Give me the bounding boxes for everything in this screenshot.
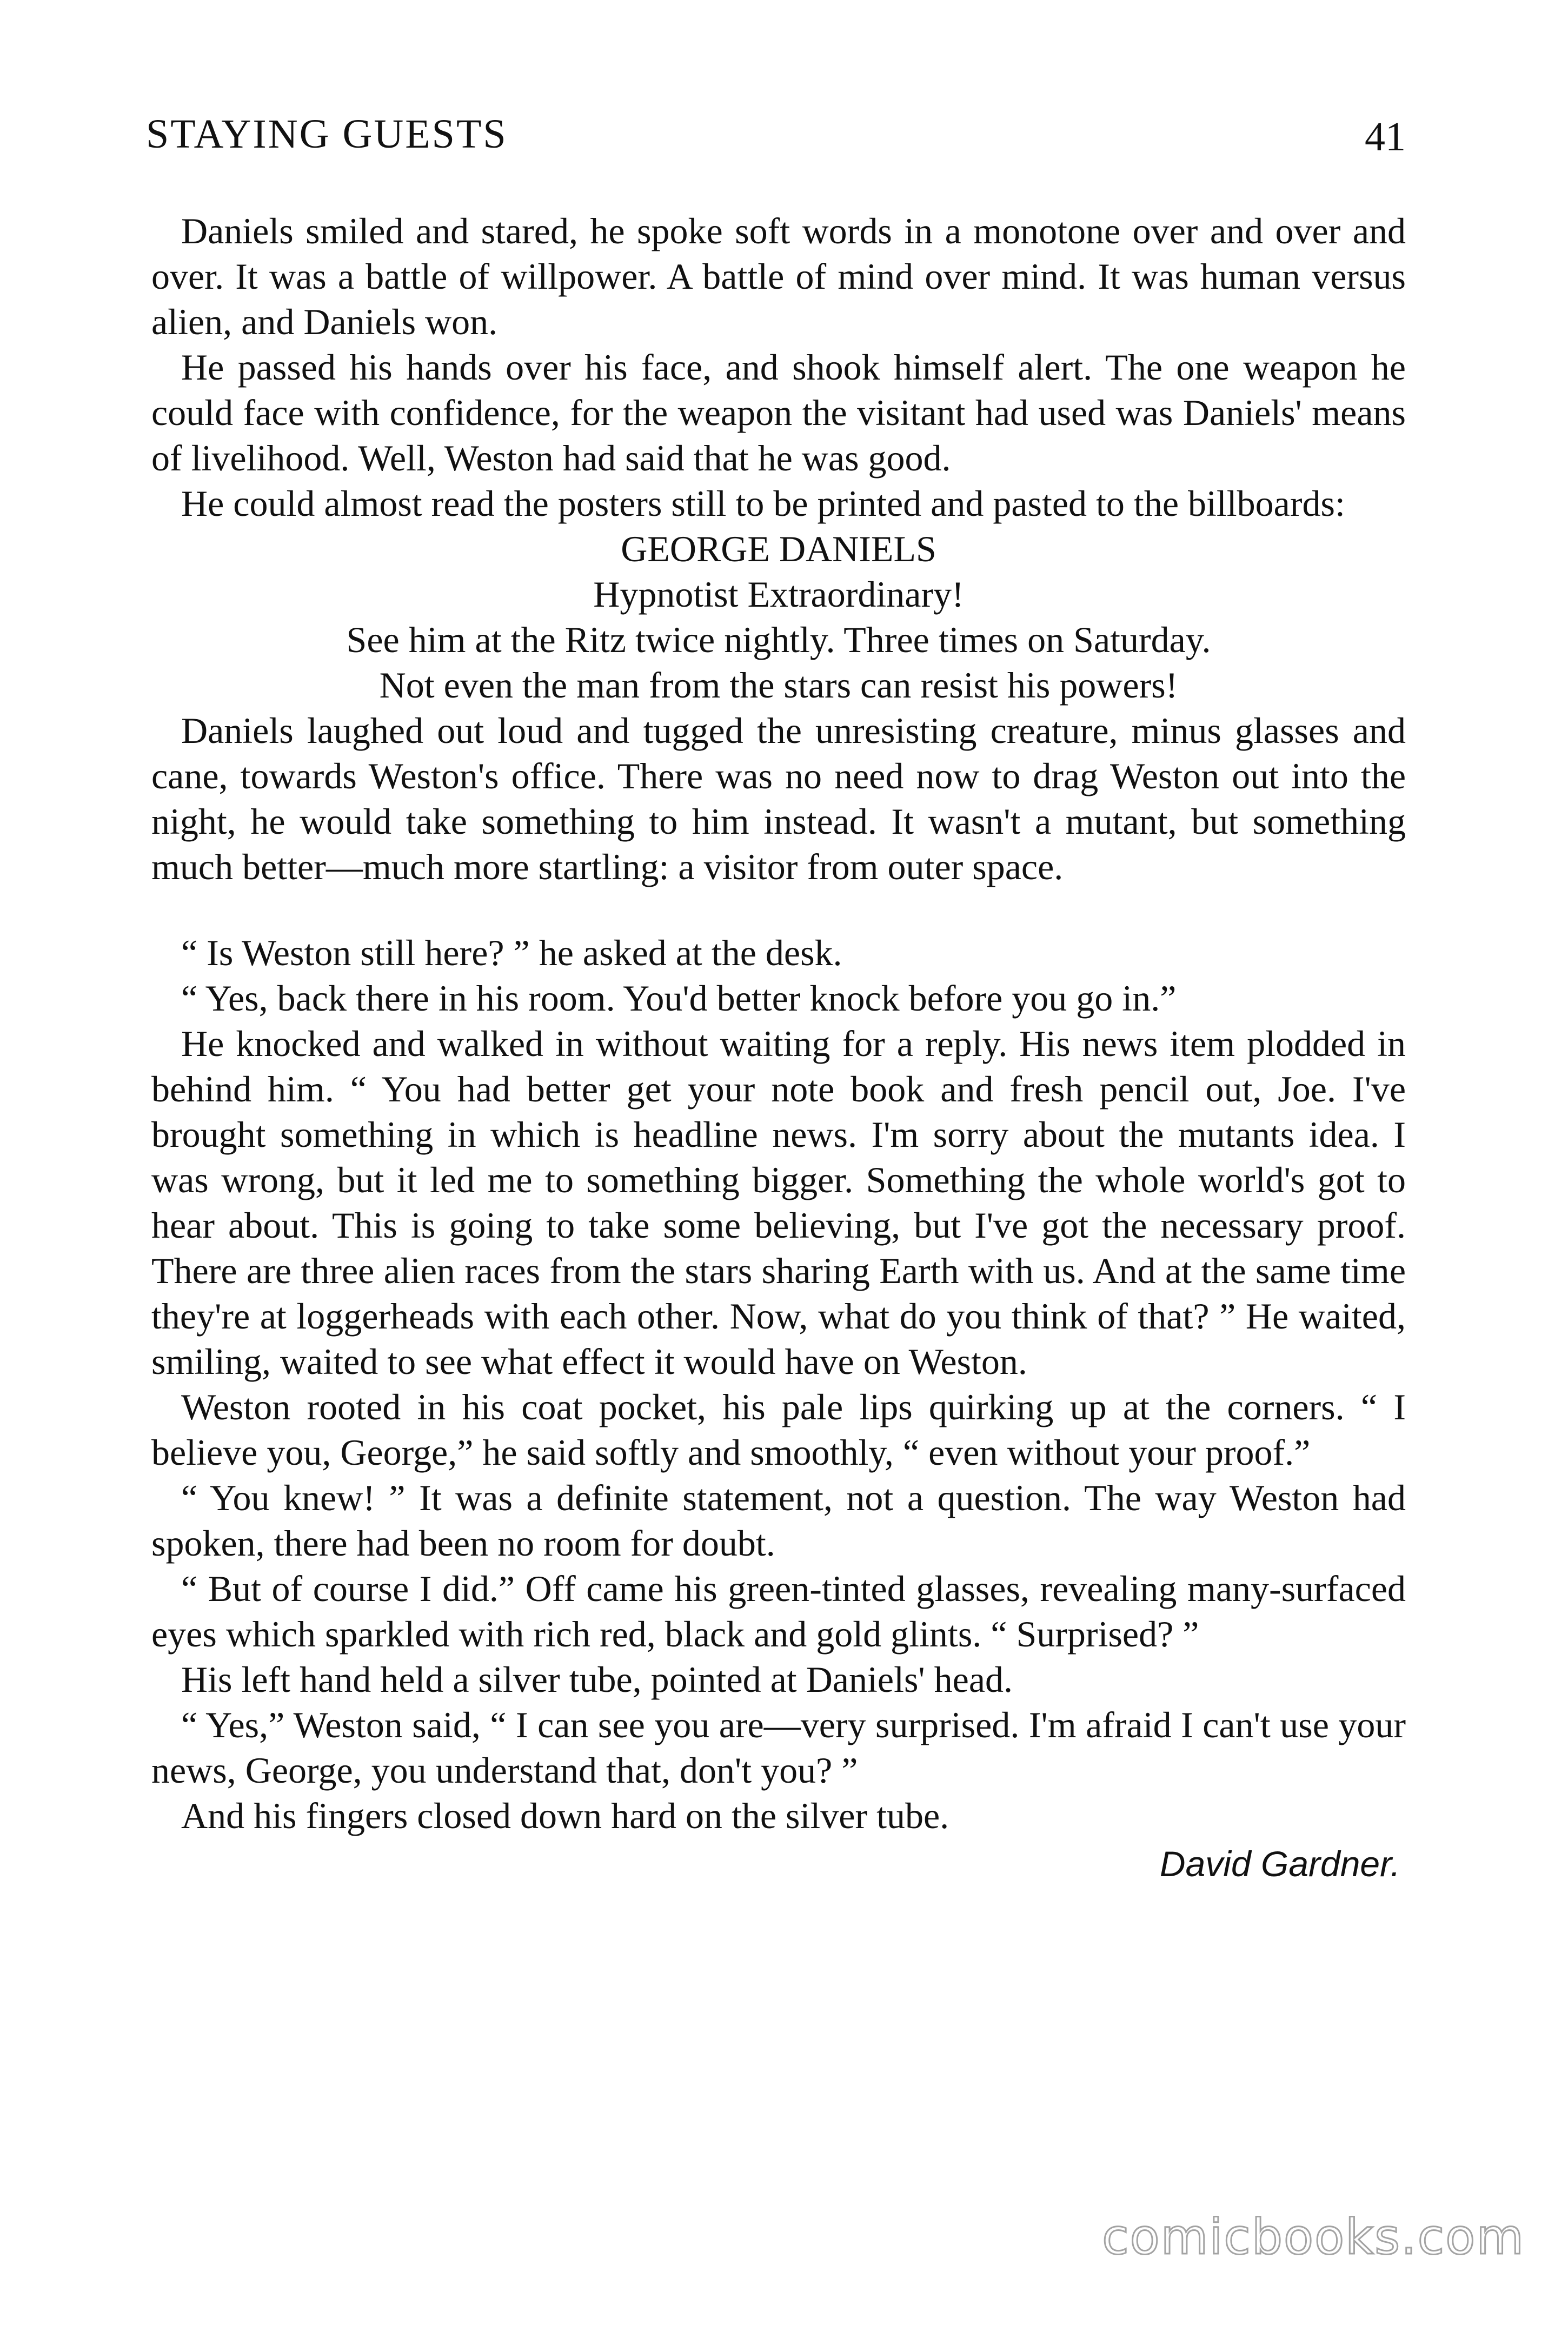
poster-line: See him at the Ritz twice nightly. Three times on Saturday. [346,619,1211,660]
running-head: STAYING GUESTS [146,111,508,157]
paragraph: Weston rooted in his coat pocket, his pale lips quirking up at the corners. “ I believe you, George,” he said softly and smoothly, “ even without your proof.” [151,1386,1406,1473]
paragraph: He could almost read the posters still to be printed and pasted to the billboards: [181,483,1345,524]
paragraph: His left hand held a silver tube, pointed at Daniels' head. [181,1659,1013,1700]
paragraph: “ But of course I did.” Off came his green-tinted glasses, revealing many-surfaced eyes which sparkled with rich red, black and gold glints. “ Surprised? ” [151,1568,1406,1655]
paragraph: “ Yes, back there in his room. You'd better knock before you go in.” [181,978,1177,1019]
story-text [151,208,1406,1886]
watermark: comicbooks.com [1102,2209,1525,2266]
paragraph: “ You knew! ” It was a definite statement, not a question. The way Weston had spoken, there had been no room for doubt. [151,1477,1406,1564]
paragraph: Daniels smiled and stared, he spoke soft words in a monotone over and over and over. It was a battle of willpower. A battle of mind over mind. It was human versus alien, and Daniels won. [151,210,1406,342]
paragraph: “ Is Weston still here? ” he asked at the desk. [181,932,842,973]
poster-line: Hypnotist Extraordinary! [593,574,964,615]
poster-line: Not even the man from the stars can resist his powers! [379,665,1178,706]
paragraph: And his fingers closed down hard on the silver tube. [181,1795,949,1836]
paragraph: Daniels laughed out loud and tugged the unresisting creature, minus glasses and cane, towards Weston's office. There was no need now to drag Weston out into the night, he would take something to him instead. It wasn't a mutant, but something much better—much more startling: a visitor from outer space. [151,710,1406,887]
page-number: 41 [1365,114,1406,160]
poster-text [151,526,1406,708]
author-signature: David Gardner. [1159,1844,1400,1884]
paragraph: “ Yes,” Weston said, “ I can see you are—very surprised. I'm afraid I can't use your news, George, you understand that, don't you? ” [151,1704,1406,1791]
paragraph: He passed his hands over his face, and shook himself alert. The one weapon he could face with confidence, for the weapon the visitant had used was Daniels' means of livelihood. Well, Weston had said that he was good. [151,347,1406,479]
poster-line: GEORGE DANIELS [621,528,936,569]
paragraph: He knocked and walked in without waiting for a reply. His news item plodded in behind him. “ You had better get your note book and fresh pencil out, Joe. I've brought something in which is headline news. I'm sorry about the mutants idea. I was wrong, but it led me to something bigger. Something the whole world's got to hear about. This is going to take some believing, but I've got the necessary proof. There are three alien races from the stars sharing Earth with us. And at the same time they're at loggerheads with each other. Now, what do you think of that? ” He waited, smiling, waited to see what effect it would have on Weston. [151,1023,1406,1382]
